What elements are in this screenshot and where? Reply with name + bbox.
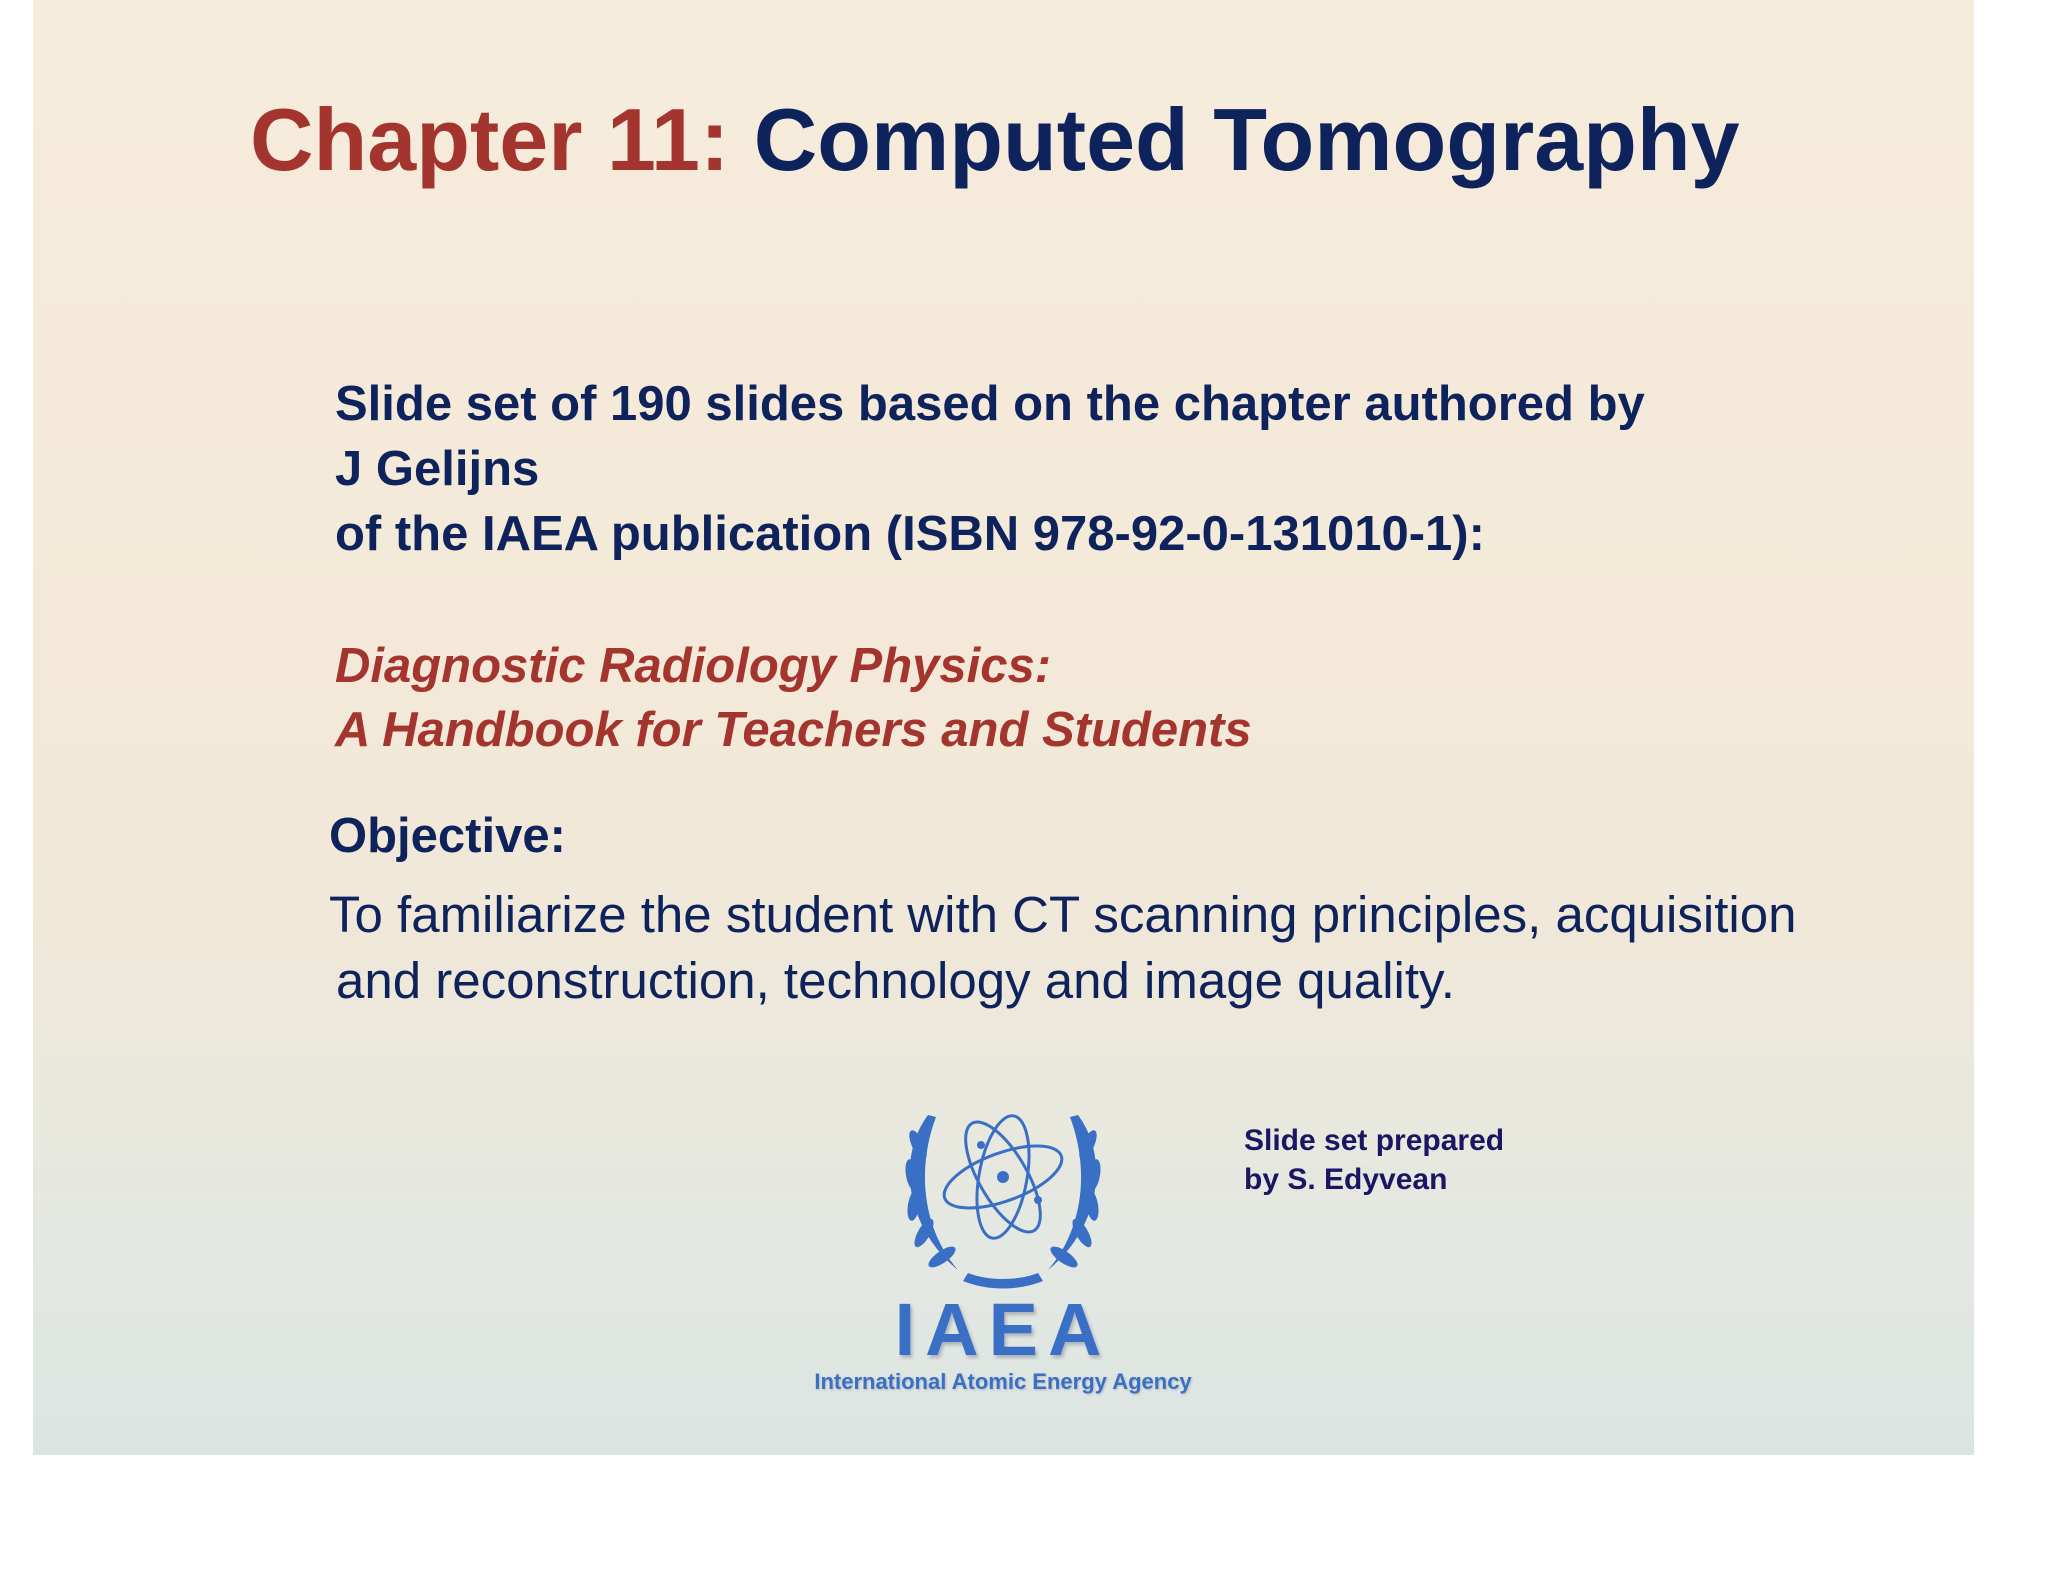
credits-line-2: by S. Edyvean [1244, 1163, 1448, 1196]
title-chapter-name: Computed Tomography [753, 90, 1740, 189]
source-line-2: J Gelijns [335, 442, 540, 496]
source-line-3: of the IAEA publication (ISBN 978-92-0-131010-1): [335, 507, 1485, 561]
book-title-line-2: A Handbook for Teachers and Students [335, 703, 1252, 757]
credits-line-1: Slide set prepared [1244, 1124, 1505, 1157]
objective-heading: Objective: [329, 809, 566, 863]
title-chapter-number: Chapter 11: [250, 90, 730, 189]
objective-text [329, 882, 1796, 1014]
source-attribution [335, 372, 1645, 567]
objective-line-1: To familiarize the student with CT scanning principles, acquisition [329, 886, 1797, 943]
objective-line-2: and reconstruction, technology and image quality. [336, 952, 1455, 1009]
book-title [335, 634, 1252, 762]
slide [33, 0, 1974, 1455]
book-title-line-1: Diagnostic Radiology Physics: [335, 639, 1052, 693]
slide-title [250, 88, 1740, 192]
slide-credits [1244, 1121, 1504, 1199]
iaea-logo-subtitle: International Atomic Energy Agency [814, 1369, 1192, 1394]
iaea-atom-wreath-icon [888, 1085, 1118, 1300]
source-line-1: Slide set of 190 slides based on the chapter authored by [335, 377, 1645, 431]
iaea-logo-name: IAEA [894, 1288, 1112, 1371]
